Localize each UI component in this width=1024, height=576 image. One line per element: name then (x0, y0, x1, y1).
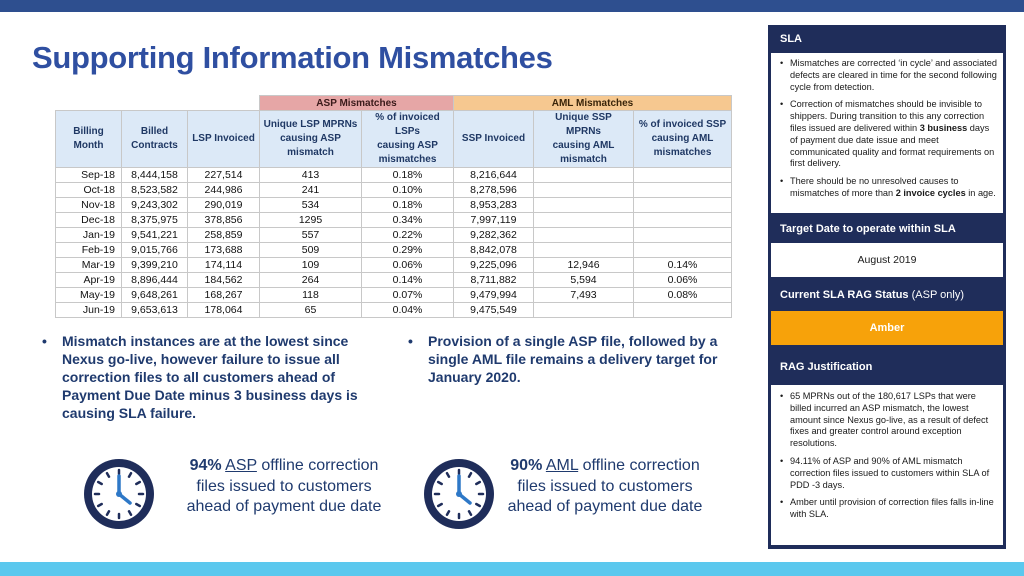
table-cell: 9,475,549 (454, 303, 534, 318)
table-cell: 174,114 (188, 258, 260, 273)
sla-definition-box (771, 53, 1003, 213)
billing-month-header: Billing Month (56, 111, 122, 168)
table-cell: Sep-18 (56, 168, 122, 183)
rag-item: • Amber until provision of correction files falls in-line with SLA. (771, 497, 1003, 521)
rag-item: • 94.11% of ASP and 90% of AML mismatch correction files issued to customers within SLA of PDD -3 days. (771, 456, 1003, 491)
table-cell: 0.06% (634, 273, 732, 288)
table-cell: 557 (260, 228, 362, 243)
unique-ssp-header: Unique SSP MPRNs causing AML mismatch (534, 111, 634, 168)
table-cell: 290,019 (188, 198, 260, 213)
table-row (56, 288, 732, 303)
table-cell: 1295 (260, 213, 362, 228)
sla-panel (768, 25, 1006, 549)
table-cell: 184,562 (188, 273, 260, 288)
table-cell: 9,479,994 (454, 288, 534, 303)
table-row (56, 228, 732, 243)
table-cell: 8,711,882 (454, 273, 534, 288)
table-cell (634, 198, 732, 213)
table-cell: 109 (260, 258, 362, 273)
table-cell: 0.04% (362, 303, 454, 318)
table-cell (634, 183, 732, 198)
unique-lsp-header: Unique LSP MPRNs causing ASP mismatch (260, 111, 362, 168)
table-row (56, 168, 732, 183)
table-body (56, 168, 732, 318)
table-cell: 244,986 (188, 183, 260, 198)
table-cell: 241 (260, 183, 362, 198)
asp-group-header: ASP Mismatches (260, 96, 454, 111)
table-cell: 8,842,078 (454, 243, 534, 258)
rag-item: • 65 MPRNs out of the 180,617 LSPs that were billed incurred an ASP mismatch, the lowest amount since Nexus go-live, as a result of defect fixes and greater control around exception resolutions. (771, 391, 1003, 450)
table-cell (534, 183, 634, 198)
rag-justification-list (771, 391, 1003, 521)
clock-icon (81, 456, 157, 532)
rag-justification-box (771, 385, 1003, 545)
table-cell: Mar-19 (56, 258, 122, 273)
table-cell (634, 168, 732, 183)
table-cell: 9,648,261 (122, 288, 188, 303)
bullet-text: Mismatch instances are at the lowest since Nexus go-live, however failure to issue all correction files to all customers ahead of Payment Due Date minus 3 business days is causing SLA failure. (62, 333, 358, 421)
table-cell: Nov-18 (56, 198, 122, 213)
sla-item: • There should be no unresolved causes to mismatches of more than 2 invoice cycles in age. (771, 176, 1003, 200)
table-cell: 258,859 (188, 228, 260, 243)
table-cell: 9,282,362 (454, 228, 534, 243)
table-cell: Apr-19 (56, 273, 122, 288)
bottom-accent-bar (0, 562, 1024, 576)
table-row (56, 213, 732, 228)
table-cell: Jun-19 (56, 303, 122, 318)
bullet-text: Provision of a single ASP file, followed by a single AML file remains a delivery target for January 2020. (428, 333, 718, 385)
table-cell: 9,225,096 (454, 258, 534, 273)
table-cell: 8,216,644 (454, 168, 534, 183)
table-cell: 5,594 (534, 273, 634, 288)
table-row (56, 198, 732, 213)
column-header-row (56, 111, 732, 168)
table-cell: 0.18% (362, 168, 454, 183)
sla-item: • Correction of mismatches should be invisible to shippers. During transition to this any correction files issued are delivered within 3 business days of payment due date issue and meet communicated quality and format requirements on first delivery. (771, 99, 1003, 170)
table-cell: 173,688 (188, 243, 260, 258)
table-cell: 178,064 (188, 303, 260, 318)
rag-status-badge: Amber (771, 311, 1003, 345)
table-cell: 0.10% (362, 183, 454, 198)
table-cell: 118 (260, 288, 362, 303)
lsp-invoiced-header: LSP Invoiced (188, 111, 260, 168)
table-cell: 8,953,283 (454, 198, 534, 213)
bullet-sla-failure (42, 332, 382, 422)
table-cell: 413 (260, 168, 362, 183)
table-cell: 9,399,210 (122, 258, 188, 273)
table-row (56, 243, 732, 258)
table-cell (634, 303, 732, 318)
table-cell: 227,514 (188, 168, 260, 183)
table-cell: 8,896,444 (122, 273, 188, 288)
pct-ssp-header: % of invoiced SSP causing AML mismatches (634, 111, 732, 168)
bullet-marker: • (42, 333, 47, 349)
table-cell: 168,267 (188, 288, 260, 303)
table-cell: 8,523,582 (122, 183, 188, 198)
table-cell: Dec-18 (56, 213, 122, 228)
table-row (56, 303, 732, 318)
bullet-delivery-target (408, 332, 728, 386)
table-cell: 264 (260, 273, 362, 288)
table-row (56, 183, 732, 198)
table-cell: 7,997,119 (454, 213, 534, 228)
table-cell: 0.06% (362, 258, 454, 273)
table-cell: 8,444,158 (122, 168, 188, 183)
table-cell: 0.14% (634, 258, 732, 273)
table-cell: Feb-19 (56, 243, 122, 258)
target-date-value: August 2019 (771, 243, 1003, 277)
billed-contracts-header: Billed Contracts (122, 111, 188, 168)
table-cell: 0.18% (362, 198, 454, 213)
table-cell (534, 243, 634, 258)
rag-justification-heading: RAG Justification (780, 361, 873, 373)
table-cell (534, 303, 634, 318)
table-cell: 9,653,613 (122, 303, 188, 318)
table-row (56, 258, 732, 273)
aml-offline-stat: 90% AML offline correction files issued to customers ahead of payment due date (507, 457, 703, 515)
table-cell (634, 228, 732, 243)
table-cell: Jan-19 (56, 228, 122, 243)
table-cell: 9,243,302 (122, 198, 188, 213)
table-cell: 534 (260, 198, 362, 213)
target-date-heading: Target Date to operate within SLA (780, 223, 956, 235)
table-cell: 8,278,596 (454, 183, 534, 198)
table-cell (634, 213, 732, 228)
mismatch-table (55, 95, 732, 318)
table-cell (534, 228, 634, 243)
top-accent-bar (0, 0, 1024, 12)
sla-item: • Mismatches are corrected ‘in cycle’ and associated defects are cleared in time for the second following cycle from detection. (771, 58, 1003, 93)
table-row (56, 273, 732, 288)
table-cell (534, 213, 634, 228)
sla-heading: SLA (780, 33, 802, 45)
asp-offline-stat: 94% ASP offline correction files issued to customers ahead of payment due date (186, 457, 382, 515)
table-cell: 0.22% (362, 228, 454, 243)
table-cell (634, 243, 732, 258)
table-cell: 8,375,975 (122, 213, 188, 228)
table-cell: 65 (260, 303, 362, 318)
page-title: Supporting Information Mismatches (32, 40, 553, 75)
clock-icon (421, 456, 497, 532)
rag-status-heading: Current SLA RAG Status (ASP only) (780, 289, 964, 301)
aml-group-header: AML Mismatches (454, 96, 732, 111)
table-cell: 509 (260, 243, 362, 258)
table-cell (534, 168, 634, 183)
table-cell: May-19 (56, 288, 122, 303)
table-cell (534, 198, 634, 213)
table-cell: 9,541,221 (122, 228, 188, 243)
table-cell: 7,493 (534, 288, 634, 303)
table-cell: 0.07% (362, 288, 454, 303)
table-cell: 9,015,766 (122, 243, 188, 258)
sla-list (771, 58, 1003, 200)
table-cell: 0.29% (362, 243, 454, 258)
group-header-row (56, 96, 732, 111)
table-cell: 12,946 (534, 258, 634, 273)
table-cell: Oct-18 (56, 183, 122, 198)
table-cell: 0.34% (362, 213, 454, 228)
ssp-invoiced-header: SSP Invoiced (454, 111, 534, 168)
table-cell: 378,856 (188, 213, 260, 228)
bullet-marker: • (408, 333, 413, 349)
table-cell: 0.08% (634, 288, 732, 303)
pct-lsp-header: % of invoiced LSPs causing ASP mismatches (362, 111, 454, 168)
table-cell: 0.14% (362, 273, 454, 288)
